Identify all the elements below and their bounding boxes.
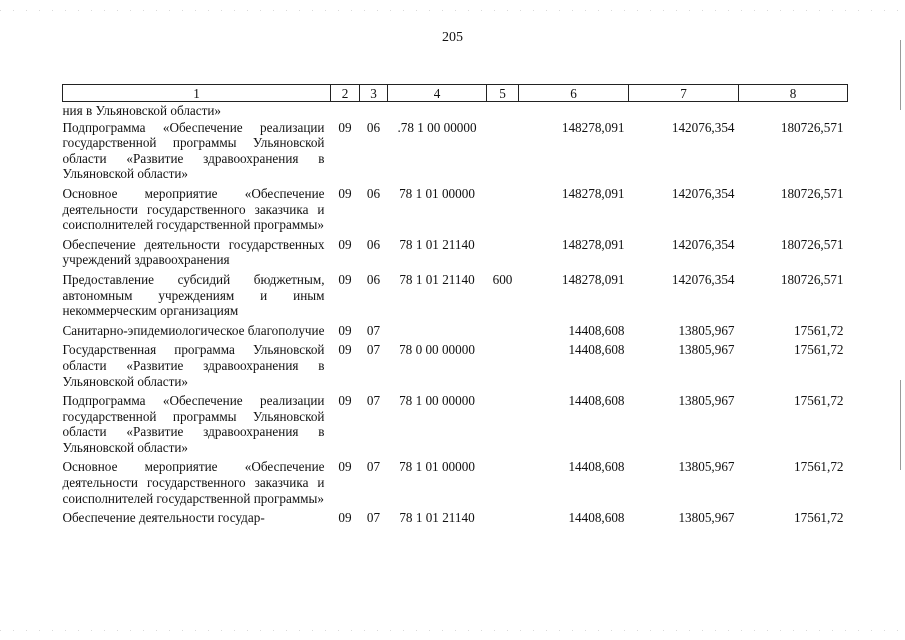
row-amount-col7: 142076,354: [671, 119, 735, 135]
row-amount-col8: 17561,72: [794, 342, 844, 358]
row-section: 09: [338, 236, 352, 252]
header-cell: 3: [360, 85, 388, 102]
row-amount-col7: 142076,354: [671, 185, 735, 201]
row-subsection: 06: [366, 185, 381, 201]
row-subsection: 07: [366, 342, 381, 358]
table-row: [63, 186, 848, 237]
row-section: 09: [338, 393, 352, 409]
row-subsection: 07: [366, 510, 381, 526]
row-amount-col7: [629, 102, 739, 120]
row-name: Санитарно-эпидемиологическое благополучие: [62, 322, 325, 338]
row-target-article: 78 1 01 00000: [399, 185, 475, 201]
row-amount-col8: 180726,571: [780, 236, 844, 252]
row-expense-type: [487, 186, 519, 237]
row-target-article: 78 1 01 00000: [399, 459, 475, 475]
row-section: 09: [338, 322, 352, 338]
row-amount-col8: [739, 102, 848, 120]
row-name: Основное мероприятие «Обеспечение деятельности государственного заказчика и соисполнителей государственной программы»: [62, 185, 325, 233]
row-name: Подпрограмма «Обеспечение реализации государственной программы Ульяновской области «Развитие здравоохранения в Ульяновской области»: [62, 393, 325, 455]
row-amount-col6: 14408,608: [568, 342, 625, 358]
row-section: 09: [338, 185, 352, 201]
row-expense-type: [487, 510, 519, 530]
row-target-article: 78 1 01 21140: [399, 236, 475, 252]
row-section: 09: [338, 271, 352, 287]
row-expense-type: [487, 393, 519, 459]
row-amount-col6: 14408,608: [568, 322, 625, 338]
row-amount-col6: 148278,091: [561, 271, 625, 287]
row-subsection: 06: [366, 271, 381, 287]
row-amount-col8: 17561,72: [794, 393, 844, 409]
row-name: Основное мероприятие «Обеспечение деятельности государственного заказчика и соисполнителей государственной программы»: [62, 459, 325, 506]
table-row: [63, 510, 848, 530]
row-section: 09: [338, 342, 352, 358]
row-amount-col7: 142076,354: [671, 271, 735, 287]
header-cell: 6: [519, 85, 629, 102]
row-amount-col6: [519, 102, 629, 120]
header-cell: 1: [63, 85, 331, 102]
table-row: [63, 459, 848, 510]
table-row: [63, 323, 848, 343]
header-cell: 7: [629, 85, 739, 102]
table-row: [63, 237, 848, 272]
row-amount-col7: 13805,967: [678, 459, 735, 475]
budget-table: [62, 84, 848, 530]
row-amount-col8: 17561,72: [794, 322, 844, 338]
row-amount-col7: 13805,967: [678, 393, 735, 409]
row-section: 09: [338, 510, 352, 526]
row-name: Обеспечение деятельности государственных учреждений здравоохранения: [62, 236, 325, 268]
row-target-article: 78 1 01 21140: [399, 510, 475, 526]
scan-edge-mark: [900, 380, 901, 470]
row-expense-type: [487, 120, 519, 186]
row-subsection: 06: [366, 119, 381, 135]
header-row: [63, 85, 848, 102]
row-amount-col6: 148278,091: [561, 236, 625, 252]
row-amount-col6: 14408,608: [568, 459, 625, 475]
row-subsection: 07: [366, 459, 381, 475]
row-expense-type: [487, 342, 519, 393]
row-amount-col7: 13805,967: [678, 322, 735, 338]
row-target-article: [388, 102, 487, 120]
row-expense-type: [487, 459, 519, 510]
row-target-article: 78 0 00 00000: [399, 342, 475, 358]
row-amount-col8: 180726,571: [780, 185, 844, 201]
row-section: 09: [338, 459, 352, 475]
header-cell: 2: [331, 85, 360, 102]
row-name: Подпрограмма «Обеспечение реализации государственной программы Ульяновской области «Развитие здравоохранения в Ульяновской области»: [62, 119, 325, 182]
scan-artifact-top: [0, 10, 905, 11]
row-name: ния в Ульяновской области»: [62, 103, 222, 118]
row-expense-type: 600: [492, 271, 513, 287]
row-amount-col7: 13805,967: [678, 342, 735, 358]
page-number: 205: [442, 30, 463, 45]
row-amount-col6: 14408,608: [568, 510, 625, 526]
header-cell: 4: [388, 85, 487, 102]
row-subsection: 06: [366, 236, 381, 252]
row-expense-type: [487, 323, 519, 343]
row-amount-col6: 148278,091: [561, 185, 625, 201]
table-row: [63, 120, 848, 186]
row-name: Предоставление субсидий бюджетным, автономным учреждениям и иным некоммерческим организациям: [62, 271, 325, 319]
row-target-article: 78 1 01 21140: [399, 271, 475, 287]
header-cell: 8: [739, 85, 848, 102]
row-amount-col8: 180726,571: [780, 271, 844, 287]
row-section: 09: [338, 119, 352, 135]
row-amount-col7: 142076,354: [671, 236, 735, 252]
row-amount-col6: 148278,091: [561, 119, 625, 135]
row-amount-col8: 180726,571: [780, 119, 844, 135]
row-expense-type: [487, 237, 519, 272]
row-amount-col6: 14408,608: [568, 393, 625, 409]
table-row: [63, 102, 848, 120]
row-subsection: [360, 102, 388, 120]
row-amount-col7: 13805,967: [678, 510, 735, 526]
scan-artifact-bottom: [0, 630, 905, 631]
table-row: [63, 393, 848, 459]
row-target-article: 78 1 00 00000: [399, 393, 475, 409]
row-subsection: 07: [366, 393, 381, 409]
row-target-article: .78 1 00 00000: [397, 119, 477, 135]
row-section: [331, 102, 360, 120]
row-amount-col8: 17561,72: [794, 510, 844, 526]
row-amount-col8: 17561,72: [794, 459, 844, 475]
row-target-article: [388, 323, 487, 343]
table-row: [63, 342, 848, 393]
header-cell: 5: [487, 85, 519, 102]
row-name: Обеспечение деятельности государ-: [62, 510, 265, 526]
scan-edge-mark: [900, 40, 901, 110]
row-subsection: 07: [366, 322, 381, 338]
row-name: Государственная программа Ульяновской области «Развитие здравоохранения в Ульяновской области»: [62, 342, 325, 389]
row-expense-type: [487, 102, 519, 120]
table-row: [63, 272, 848, 323]
